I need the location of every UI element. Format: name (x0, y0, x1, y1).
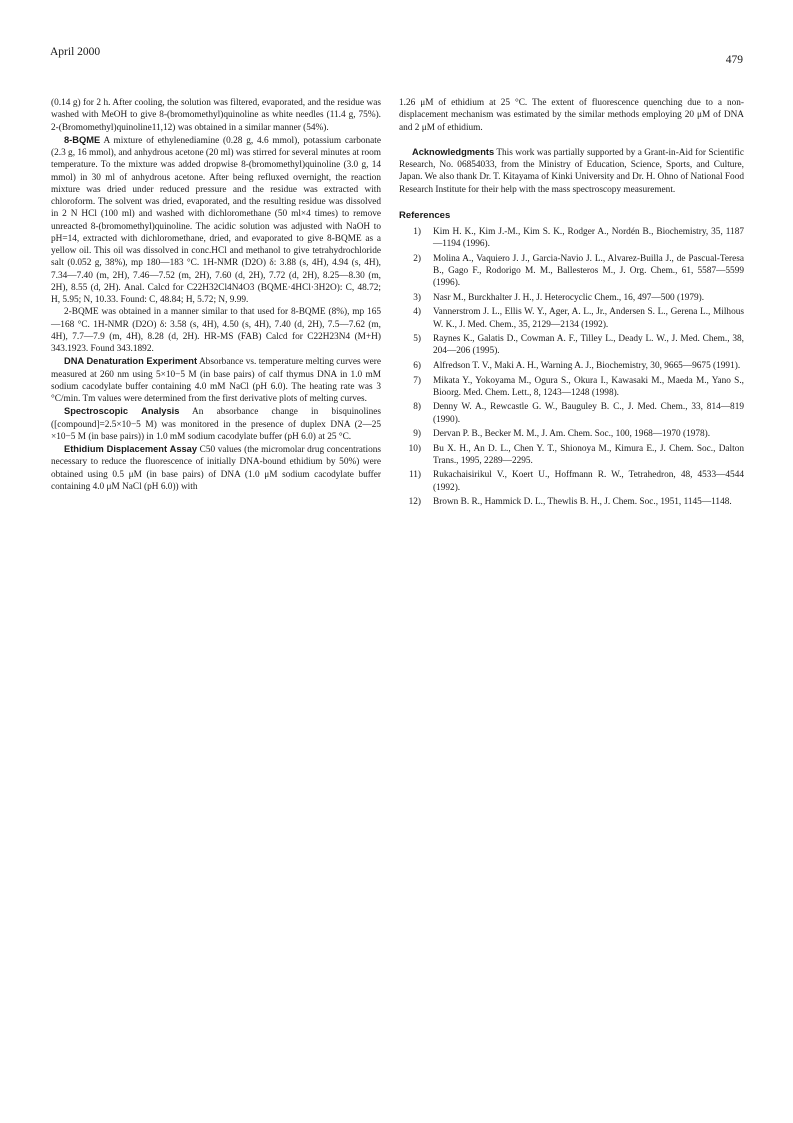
reference-item (399, 226, 744, 251)
issue-date: April 2000 (50, 46, 101, 58)
reference-text: Raynes K., Galatis D., Cowman A. F., Tilley L., Deady L. W., J. Med. Chem., 38, 204—206 (1995). (433, 334, 744, 357)
reference-item (399, 292, 744, 304)
paragraph-text: 2-BQME was obtained in a manner similar to that used for 8-BQME (8%), mp 165—168 °C. 1H-NMR (D2O) δ: 3.58 (s, 4H), 4.50 (s, 4H), 7.40 (d, 2H), 7.5—7.62 (m, 4H), 7.7—7.9 (m, 4H), 8.28 (d, 2H). HR-MS (FAB) Calcd for C22H23N4 (M+H) 343.1923. Found 343.1892. (51, 307, 381, 354)
paragraph-continuation: 1.26 μM of ethidium at 25 °C. The extent of fluorescence quenching due to a non-displacement mechanism was estimated by the similar methods employing 20 μM of DNA and 2 μM of ethidium. (399, 98, 744, 133)
paragraph-ethidium (51, 443, 381, 493)
paragraph-synthesis-end (51, 97, 381, 134)
reference-item (399, 360, 744, 372)
reference-item (399, 496, 744, 508)
paragraph-text: C50 values (the micromolar drug concentrations necessary to reduce the fluorescence of initially DNA-bound ethidium by 50%) were obtained using 0.5 μM (in base pairs) of DNA (1.0 μM sodium cacodylate buffer containing 4.0 μM NaCl (pH 6.0)) with (51, 445, 381, 492)
run-in-heading: DNA Denaturation Experiment (64, 356, 198, 367)
right-column (399, 97, 744, 511)
reference-text: Kim H. K., Kim J.-M., Kim S. K., Rodger A., Nordén B., Biochemistry, 35, 1187—1194 (1996). (433, 227, 744, 250)
reference-number: 8) (413, 402, 421, 413)
paragraph-8-bqme (51, 134, 381, 307)
reference-number: 3) (413, 292, 421, 303)
acknowledgments (399, 146, 744, 196)
paragraph-dna-denaturation (51, 355, 381, 405)
reference-list (399, 226, 744, 509)
paragraph-spectroscopic (51, 405, 381, 443)
reference-item (399, 306, 744, 331)
run-in-heading: 8-BQME (64, 134, 101, 145)
reference-number: 4) (413, 307, 421, 318)
reference-number: 2) (413, 253, 421, 264)
run-in-heading: Spectroscopic Analysis (64, 406, 180, 417)
reference-text: Vannerstrom J. L., Ellis W. Y., Ager, A. L., Jr., Andersen S. L., Gerena L., Milhous W. K., J. Med. Chem., 35, 2129—2134 (1992). (433, 307, 744, 330)
reference-item (399, 401, 744, 426)
reference-number: 12) (408, 497, 421, 508)
reference-item (399, 443, 744, 468)
reference-text: Denny W. A., Rewcastle G. W., Bauguley B. C., J. Med. Chem., 33, 814—819 (1990). (433, 402, 744, 425)
reference-item (399, 469, 744, 494)
reference-text: Brown B. R., Hammick D. L., Thewlis B. H., J. Chem. Soc., 1951, 1145—1148. (433, 497, 732, 508)
paragraph-text: An absorbance change in bisquinolines ([compound]=2.5×10−5 M) was monitored in the presence of duplex DNA (2—25 ×10−5 M (in base pairs)) in 1.0 mM sodium cacodylate buffer (pH 6.0) at 25 °C. (51, 407, 382, 442)
paragraph-text: (0.14 g) for 2 h. After cooling, the solution was filtered, evaporated, and the residue was washed with MeOH to give 8-(bromomethyl)quinoline as white needles (11.4 g, 75%). 2-(Bromomethyl)quinoline11,12) was obtained in a similar manner (54%). (51, 98, 381, 133)
reference-text: Nasr M., Burckhalter J. H., J. Heterocyclic Chem., 16, 497—500 (1979). (433, 292, 705, 303)
acknowledgments-text: This work was partially supported by a Grant-in-Aid for Scientific Research, No. 06854033, from the Ministry of Education, Science, Sports, and Culture, Japan. We also thank Dr. T. Kitayama of Kinki University and Dr. H. Ohno of National Food Research Institute for their help with the mass spectroscopy measurement. (399, 147, 744, 195)
reference-number: 9) (413, 429, 421, 440)
reference-item (399, 375, 744, 400)
acknowledgments-heading: Acknowledgments (412, 146, 495, 157)
reference-text: Bu X. H., An D. L., Chen Y. T., Shionoya M., Kimura E., J. Chem. Soc., Dalton Trans., 1995, 2289—2295. (433, 443, 744, 466)
reference-item (399, 333, 744, 358)
reference-text: Dervan P. B., Becker M. M., J. Am. Chem. Soc., 100, 1968—1970 (1978). (433, 429, 711, 440)
reference-item (399, 428, 744, 440)
page-number: 479 (725, 54, 743, 66)
reference-number: 11) (408, 470, 421, 481)
page-header (50, 46, 743, 66)
run-in-heading: Ethidium Displacement Assay (64, 444, 198, 454)
reference-number: 1) (413, 227, 421, 237)
left-column (51, 97, 381, 493)
reference-text: Alfredson T. V., Maki A. H., Warning A. J., Biochemistry, 30, 9665—9675 (1991). (433, 360, 741, 371)
reference-item (399, 253, 744, 290)
reference-text: Molina A., Vaquiero J. J., Garcia-Navio J. L., Alvarez-Builla J., de Pascual-Teresa B., Gago F., Rodorigo M. M., Ballesteros M., J. Org. Chem., 61, 5587—5599 (1996). (433, 253, 744, 289)
reference-number: 6) (413, 360, 421, 371)
reference-number: 5) (413, 334, 421, 345)
paragraph-text: A mixture of ethylenediamine (0.28 g, 4.6 mmol), potassium carbonate (2.3 g, 16 mmol), and anhydrous acetone (20 ml) was stirred for several minutes at room temperature. To the mixture was added dropwise 8-(bromomethyl)quinoline (3.0 g, 14 mmol) in 30 ml of anhydrous acetone. After being refluxed overnight, the reaction mixture was dried under reduced pressure and the residue was extracted with chloroform. The solvent was dried, evaporated, and the resulting residue was dissolved in 2 N HCl (100 ml) and washed with dichloromethane (50 ml×4 times) to remove unreacted 8-(bromomethyl)quinoline. The acidic solution was adjusted with NaOH to pH=14, extracted with dichloromethane, dried, and evaporated to give 8-BQME as a yellow oil. This oil was dissolved in conc.HCl and methanol to give tetrahydrochloride salt (0.052 g, 38%), mp 180—183 °C. 1H-NMR (D2O) δ: 3.88 (s, 4H), 4.94 (s, 4H), 7.34—7.40 (m, 2H), 7.46—7.52 (m, 2H), 7.60 (d, 2H), 7.72 (d, 2H), 8.25—8.30 (m, 2H), 8.55 (d, 2H). Anal. Calcd for C22H32Cl4N4O3 (BQME·4HCl·3H2O): C, 48.72; H, 5.95; N, 10.33. Found: C, 48.84; H, 5.72; N, 9.99. (51, 135, 381, 305)
reference-text: Mikata Y., Yokoyama M., Ogura S., Okura I., Kawasaki M., Maeda M., Yano S., Bioorg. Med. Chem. Lett., 8, 1243—1248 (1998). (433, 375, 744, 398)
paragraph-2-bqme (51, 306, 381, 355)
paragraph-text: Absorbance vs. temperature melting curves were measured at 260 nm using 5×10−5 M (in base pairs) of calf thymus DNA in 1.0 mM sodium cacodylate buffer containing 4.0 mM NaCl (pH 6.0). The heating rate was 3 °C/min. Tm values were determined from the first derivative plots of melting curves. (51, 357, 382, 404)
references-heading: References (399, 209, 451, 221)
reference-number: 10) (408, 443, 421, 454)
reference-number: 7) (413, 375, 421, 386)
reference-text: Rukachaisirikul V., Koert U., Hoffmann R. W., Tetrahedron, 48, 4533—4544 (1992). (433, 470, 744, 493)
